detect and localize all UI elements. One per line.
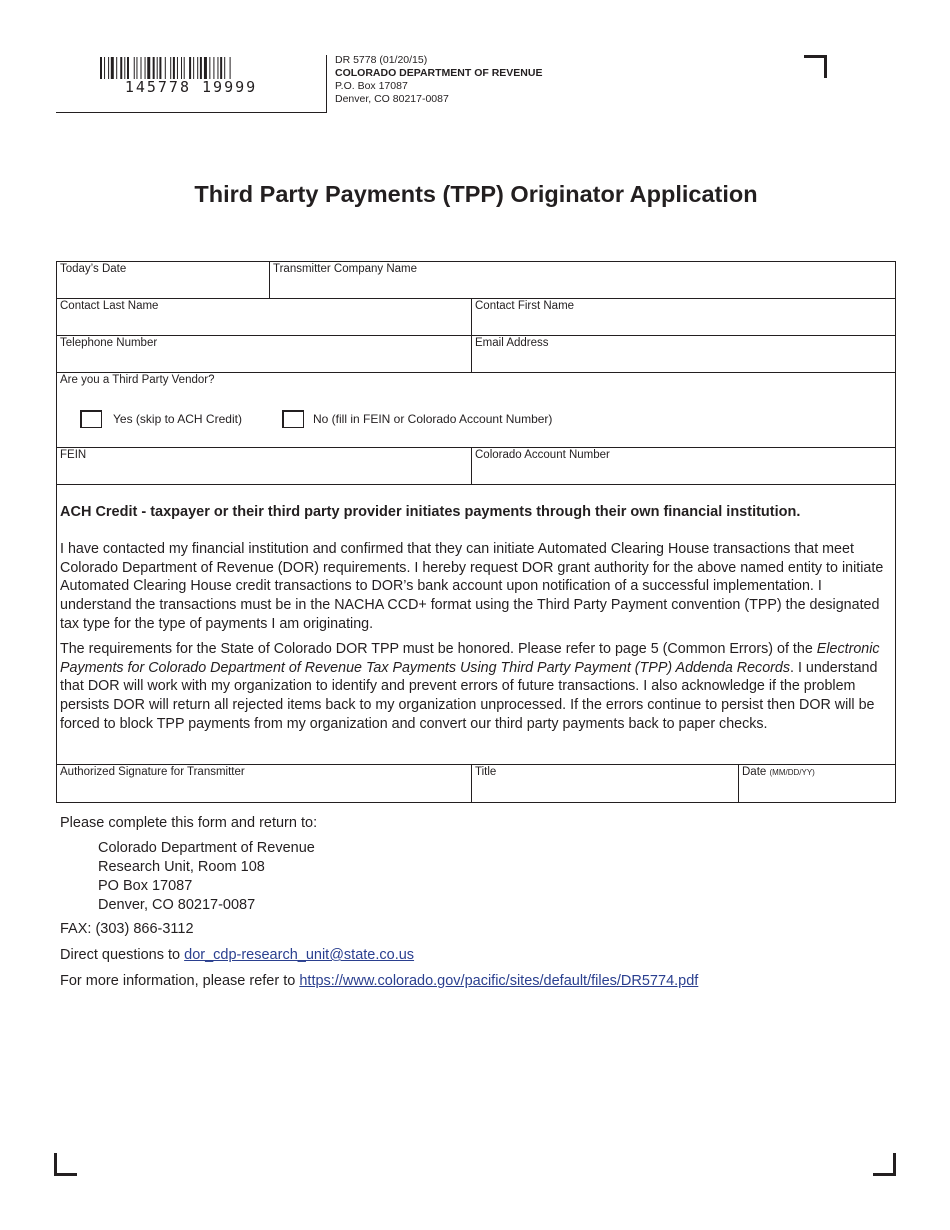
return-address [98,839,315,915]
ach-heading: ACH Credit - taxpayer or their third party provider initiates payments through their own financial institution. [60,504,801,520]
barcode-bar [177,57,178,79]
agency-address [335,54,542,106]
barcode-bar [213,57,214,79]
vendor-question: Are you a Third Party Vendor? [60,374,215,386]
para2-start: The requirements for the State of Colorado DOR TPP must be honored. Please refer to page 5 (Common Errors) of the [60,641,817,657]
co-account-field[interactable] [472,448,895,484]
barcode-bar [173,57,175,79]
barcode-bar [120,57,122,79]
yes-checkbox[interactable] [80,410,102,428]
telephone-field[interactable] [57,336,471,372]
no-checkbox[interactable] [282,410,304,428]
return-instruction: Please complete this form and return to: [60,815,318,831]
todays-date-label: Today’s Date [60,263,127,275]
questions-email-link[interactable]: dor_cdp-research_unit@state.co.us [184,947,415,963]
barcode-bar [157,57,158,79]
title-label: Title [475,766,497,778]
barcode-bar [209,57,210,79]
info-url-link[interactable]: https://www.colorado.gov/pacific/sites/default/files/DR5774.pdf [299,973,699,989]
barcode-bar [217,57,218,79]
barcode [100,57,282,79]
fein-field[interactable] [57,448,471,484]
barcode-bar [136,57,137,79]
contact-last-name-field[interactable] [57,299,471,335]
address-line: Colorado Department of Revenue [98,840,315,856]
address-line: Research Unit, Room 108 [98,859,265,875]
signature-label: Authorized Signature for Transmitter [60,766,245,778]
barcode-bar [189,57,191,79]
barcode-bar [134,57,135,79]
info-line [60,972,698,991]
barcode-bar [184,57,185,79]
date-field[interactable] [739,765,895,801]
address-line: Denver, CO 80217-0087 [98,897,256,913]
form-id: DR 5778 (01/20/15) [335,54,428,66]
page-title: Third Party Payments (TPP) Originator Application [194,181,758,207]
date-format: (MM/DD/YY) [769,768,815,777]
divider [57,372,895,373]
barcode-bar [141,57,142,79]
barcode-bar [197,57,198,79]
barcode-bar [224,57,225,79]
barcode-bar [104,57,105,79]
barcode-number: 145778 19999 [124,78,258,96]
ach-paragraph-1: I have contacted my financial institution and confirmed that they can initiate Automated Clearing House transactions that meet Colorado Department of Revenue (DOR) requirements. I hereby request DOR grant authority for the above named entity to initiate Automated Clearing House credit transactions to DOR’s bank account upon notification of a successful implementation. I understand the transactions must be in the NACHA CCD+ format using the Third Party Payment convention (TPP) the designated tax type for the type of payments I am originating. [60,541,884,632]
telephone-label: Telephone Number [60,337,158,349]
barcode-bar [100,57,102,79]
barcode-bar [145,57,146,79]
email-label: Email Address [475,337,549,349]
barcode-bar [108,57,109,79]
application-form [56,261,896,803]
fein-label: FEIN [60,449,87,461]
barcode-bar [124,57,125,79]
barcode-bar [159,57,161,79]
barcode-bar [170,57,171,79]
para2-publication-title: Electronic Payments for Colorado Department of Revenue Tax Payments Using Third Party Payment (TPP) Addenda Records [60,641,880,676]
contact-first-name-field[interactable] [472,299,895,335]
agency-name: COLORADO DEPARTMENT OF REVENUE [335,67,543,79]
email-field[interactable] [472,336,895,372]
contact-last-name-label: Contact Last Name [60,300,159,312]
barcode-bar [147,57,150,79]
barcode-bar [111,57,114,79]
crop-mark-top-right [804,55,827,78]
barcode-bar [193,57,194,79]
todays-date-field[interactable] [57,262,269,298]
crop-mark-bottom-right [873,1153,896,1176]
agency-po-box: P.O. Box 17087 [335,80,408,92]
fax-number: FAX: (303) 866-3112 [60,921,194,937]
crop-mark-bottom-left [54,1153,77,1176]
title-field[interactable] [472,765,738,801]
divider [57,484,895,485]
signature-field[interactable] [57,765,471,801]
questions-prefix: Direct questions to [60,947,185,963]
transmitter-company-label: Transmitter Company Name [273,263,418,275]
barcode-bar [230,57,231,79]
agency-city: Denver, CO 80217-0087 [335,93,449,105]
barcode-bar [127,57,129,79]
date-label-text: Date [742,766,767,778]
contact-first-name-label: Contact First Name [475,300,575,312]
address-line: PO Box 17087 [98,878,193,894]
transmitter-company-field[interactable] [270,262,895,298]
no-option-label: No (fill in FEIN or Colorado Account Number) [313,412,553,426]
barcode-bar [204,57,207,79]
yes-option-label: Yes (skip to ACH Credit) [113,412,242,426]
barcode-bar [181,57,182,79]
questions-line [60,946,414,965]
barcode-bar [200,57,202,79]
barcode-bar [116,57,117,79]
barcode-bar [220,57,222,79]
ach-paragraph-2 [60,640,892,734]
para2-end: . I understand that DOR will work with my organization to identify and prevent errors of future transactions. I also acknowledge if the problem persists DOR will return all rejected items back to my organization unprocessed. If the errors continue to persist then DOR will be forced to block TPP payments from my organization and convert our third party payments back to paper checks. [60,659,878,732]
info-prefix: For more information, please refer to [60,973,300,989]
co-account-label: Colorado Account Number [475,449,610,461]
barcode-bar [165,57,166,79]
barcode-bar [153,57,155,79]
